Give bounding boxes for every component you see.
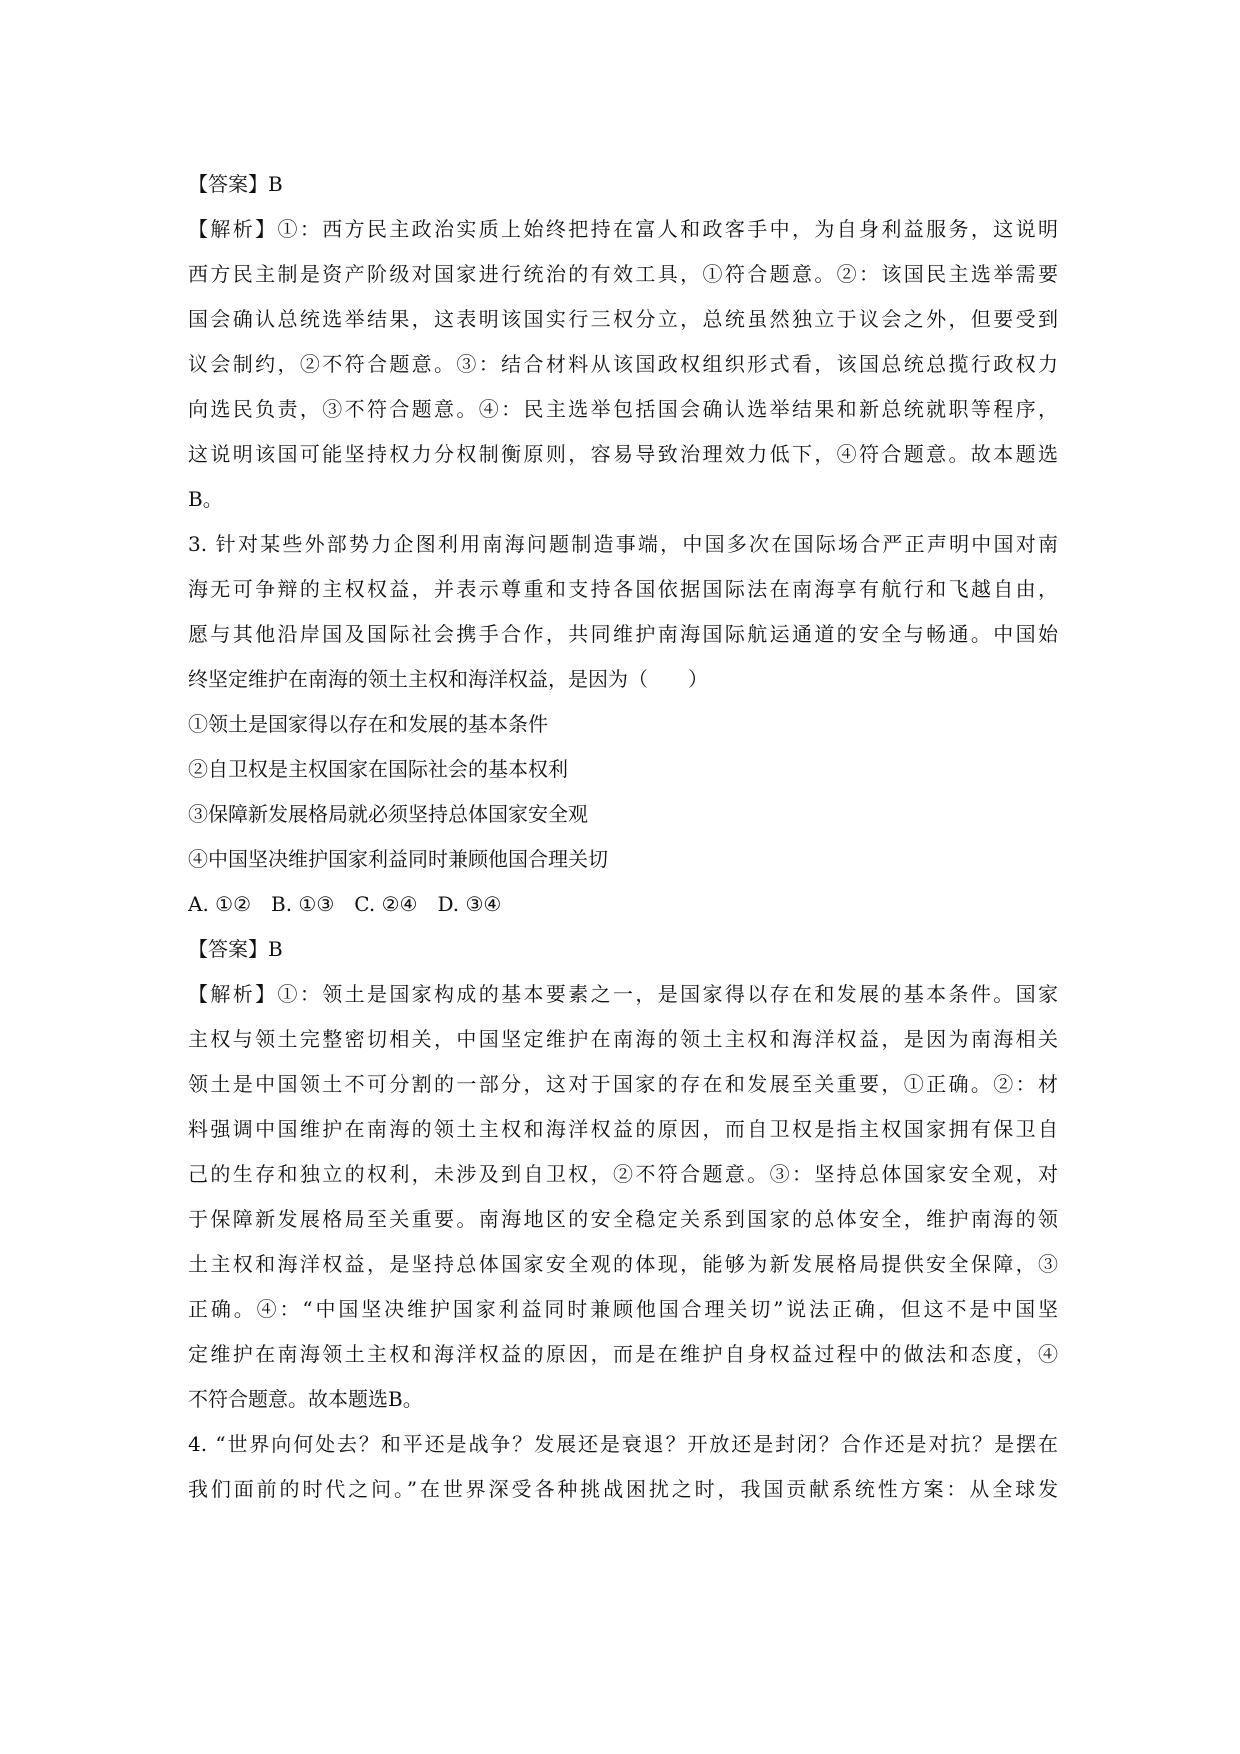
analysis-q3-line-5: 己的生存和独立的权利，未涉及到自卫权，②不符合题意。③：坚持总体国家安全观，对: [188, 1162, 1058, 1186]
question-3-statement-2: ②自卫权是主权国家在国际社会的基本权利: [188, 757, 568, 781]
analysis-q3-line-3: 领土是中国领土不可分割的一部分，这对于国家的存在和发展至关重要，①正确。②：材: [188, 1072, 1058, 1096]
analysis-q2-line-1: 【解析】①：西方民主政治实质上始终把持在富人和政客手中，为自身利益服务，这说明: [188, 217, 1058, 241]
question-3-statement-3: ③保障新发展格局就必须坚持总体国家安全观: [188, 802, 588, 826]
answer-label-q3: 【答案】B: [188, 937, 283, 961]
analysis-q3-line-4: 料强调中国维护在南海的领土主权和海洋权益的原因，而自卫权是指主权国家拥有保卫自: [188, 1117, 1058, 1141]
analysis-q2-line-5: 向选民负责，③不符合题意。④：民主选举包括国会确认选举结果和新总统就职等程序，: [188, 397, 1058, 421]
analysis-q2-line-3: 国会确认总统选举结果，这表明该国实行三权分立，总统虽然独立于议会之外，但要受到: [188, 307, 1058, 331]
question-3-stem-line-3: 愿与其他沿岸国及国际社会携手合作，共同维护南海国际航运通道的安全与畅通。中国始: [188, 622, 1058, 646]
document-body: [188, 162, 1058, 1512]
answer-label-q2: 【答案】B: [188, 172, 283, 196]
question-3-stem-line-1: 3. 针对某些外部势力企图利用南海问题制造事端，中国多次在国际场合严正声明中国对南: [188, 532, 1058, 556]
analysis-q3-line-8: 正确。④：“中国坚决维护国家利益同时兼顾他国合理关切”说法正确，但这不是中国坚: [188, 1297, 1058, 1321]
question-3-stem-line-4: 终坚定维护在南海的领土主权和海洋权益，是因为（ ）: [188, 667, 708, 691]
question-4-stem-line-2: 我们面前的时代之问。”在世界深受各种挑战困扰之时，我国贡献系统性方案：从全球发: [188, 1477, 1058, 1501]
analysis-q2-line-2: 西方民主制是资产阶级对国家进行统治的有效工具，①符合题意。②：该国民主选举需要: [188, 262, 1058, 286]
analysis-q3-line-7: 土主权和海洋权益，是坚持总体国家安全观的体现，能够为新发展格局提供安全保障，③: [188, 1252, 1058, 1276]
question-3-statement-4: ④中国坚决维护国家利益同时兼顾他国合理关切: [188, 847, 608, 871]
analysis-q2-line-6: 这说明该国可能坚持权力分权制衡原则，容易导致治理效力低下，④符合题意。故本题选: [188, 442, 1058, 466]
analysis-q2-line-4: 议会制约，②不符合题意。③：结合材料从该国政权组织形式看，该国总统总揽行政权力: [188, 352, 1058, 376]
analysis-q3-line-2: 主权与领土完整密切相关，中国坚定维护在南海的领土主权和海洋权益，是因为南海相关: [188, 1027, 1058, 1051]
analysis-q3-line-1: 【解析】①：领土是国家构成的基本要素之一，是国家得以存在和发展的基本条件。国家: [188, 982, 1058, 1006]
analysis-q3-line-9: 定维护在南海领土主权和海洋权益的原因，而是在维护自身权益过程中的做法和态度，④: [188, 1342, 1058, 1366]
analysis-q3-line-6: 于保障新发展格局至关重要。南海地区的安全稳定关系到国家的总体安全，维护南海的领: [188, 1207, 1058, 1231]
question-4-stem-line-1: 4. “世界向何处去？和平还是战争？发展还是衰退？开放还是封闭？合作还是对抗？是摆在: [188, 1432, 1058, 1456]
analysis-q3-line-10: 不符合题意。故本题选B。: [188, 1387, 423, 1411]
question-3-stem-line-2: 海无可争辩的主权权益，并表示尊重和支持各国依据国际法在南海享有航行和飞越自由，: [188, 577, 1058, 601]
question-3-statement-1: ①领土是国家得以存在和发展的基本条件: [188, 712, 548, 736]
question-3-options: A. ①② B. ①③ C. ②④ D. ③④: [188, 892, 502, 916]
analysis-q2-line-7: B。: [188, 487, 223, 511]
